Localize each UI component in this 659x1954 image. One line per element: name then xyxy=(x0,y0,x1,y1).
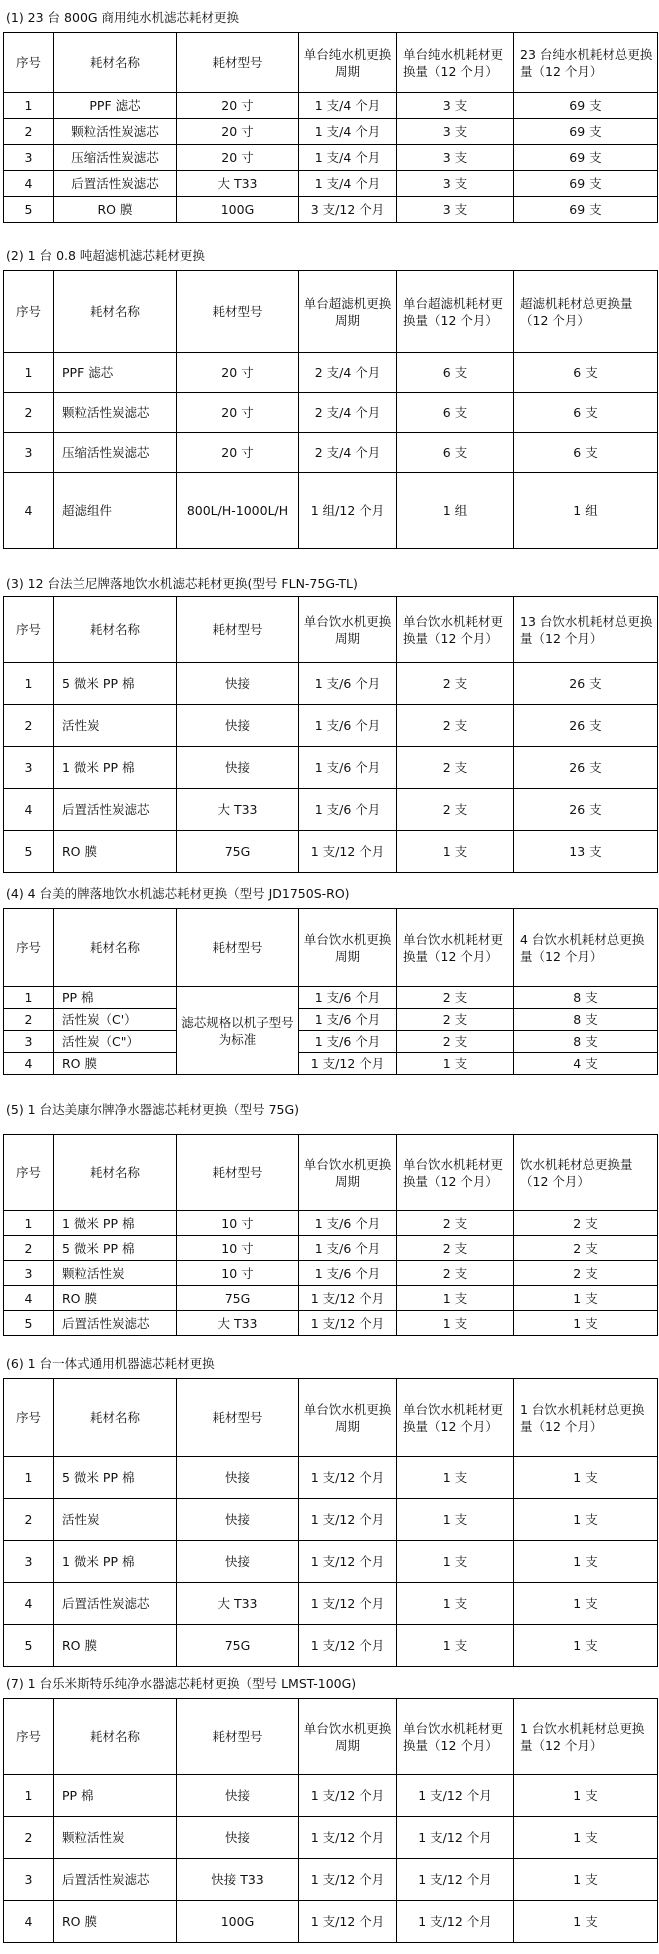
table-row xyxy=(4,747,658,789)
header-cell: 13 台饮水机耗材总更换量（12 个月） xyxy=(514,597,658,663)
table-row xyxy=(4,705,658,747)
table-cell: 1 支/12 个月 xyxy=(299,1583,397,1625)
model-spec-note: 滤芯规格以机子型号为标准 xyxy=(177,987,299,1075)
header-cell: 序号 xyxy=(4,271,54,353)
table-row xyxy=(4,145,658,171)
header-cell: 单台饮水机更换周期 xyxy=(299,1135,397,1211)
header-cell: 超滤机耗材总更换量（12 个月） xyxy=(514,271,658,353)
table-cell: 3 xyxy=(4,1541,54,1583)
table-cell: 4 xyxy=(4,1583,54,1625)
table-row xyxy=(4,1859,658,1901)
header-cell: 耗材型号 xyxy=(177,271,299,353)
table-cell: 2 支/4 个月 xyxy=(299,353,397,393)
table-cell: 2 支 xyxy=(397,1261,514,1286)
table-cell: 100G xyxy=(177,1901,299,1943)
table-row xyxy=(4,831,658,873)
table-cell: 快接 xyxy=(177,747,299,789)
table-cell: 1 xyxy=(4,663,54,705)
table-cell: 颗粒活性炭滤芯 xyxy=(54,393,177,433)
table-cell: 1 组/12 个月 xyxy=(299,473,397,549)
header-cell: 序号 xyxy=(4,1699,54,1775)
table-row xyxy=(4,1583,658,1625)
table-cell: 69 支 xyxy=(514,145,658,171)
table-cell: RO 膜 xyxy=(54,831,177,873)
table-cell: 1 支 xyxy=(397,1286,514,1311)
table-cell: 1 支/12 个月 xyxy=(397,1775,514,1817)
table-cell: 13 支 xyxy=(514,831,658,873)
table-row xyxy=(4,1625,658,1667)
section-1-title: (1) 23 台 800G 商用纯水机滤芯耗材更换 xyxy=(6,10,240,25)
table-cell: 75G xyxy=(177,831,299,873)
table-cell: 颗粒活性炭 xyxy=(54,1817,177,1859)
table-cell: 2 支/4 个月 xyxy=(299,393,397,433)
table-cell: 2 支 xyxy=(397,1211,514,1236)
table-cell: 1 支/12 个月 xyxy=(299,1457,397,1499)
table-cell: 1 xyxy=(4,93,54,119)
table-header-row xyxy=(4,271,658,353)
table-cell: 20 寸 xyxy=(177,433,299,473)
table-cell: 5 xyxy=(4,831,54,873)
table-cell: 1 支/4 个月 xyxy=(299,145,397,171)
table-cell: 快接 xyxy=(177,705,299,747)
header-cell: 耗材名称 xyxy=(54,597,177,663)
section-3-table xyxy=(3,596,658,873)
table-row xyxy=(4,987,658,1009)
table-cell: 2 支 xyxy=(514,1236,658,1261)
table-cell: 后置活性炭滤芯 xyxy=(54,171,177,197)
table-row xyxy=(4,1009,658,1031)
table-row xyxy=(4,1211,658,1236)
header-cell: 序号 xyxy=(4,33,54,93)
table-cell: 6 支 xyxy=(397,393,514,433)
table-cell: 快接 xyxy=(177,1499,299,1541)
table-cell: 3 xyxy=(4,747,54,789)
table-cell: 1 支/4 个月 xyxy=(299,93,397,119)
table-cell: 6 支 xyxy=(397,433,514,473)
table-cell: 2 支 xyxy=(397,789,514,831)
table-cell: 6 支 xyxy=(514,353,658,393)
table-cell: 后置活性炭滤芯 xyxy=(54,789,177,831)
table-cell: 26 支 xyxy=(514,747,658,789)
table-cell: 20 寸 xyxy=(177,119,299,145)
table-cell: 1 组 xyxy=(514,473,658,549)
table-cell: 快接 xyxy=(177,1457,299,1499)
table-row xyxy=(4,1901,658,1943)
table-cell: 活性炭 xyxy=(54,705,177,747)
table-cell: 快接 xyxy=(177,1817,299,1859)
table-cell: 2 支/4 个月 xyxy=(299,433,397,473)
table-cell: 2 支 xyxy=(397,747,514,789)
table-cell: 4 支 xyxy=(514,1053,658,1075)
table-header-row xyxy=(4,1379,658,1457)
section-6-title: (6) 1 台一体式通用机器滤芯耗材更换 xyxy=(6,1356,215,1371)
table-cell: 后置活性炭滤芯 xyxy=(54,1311,177,1336)
table-cell: PP 棉 xyxy=(54,987,177,1009)
table-cell: 1 支/6 个月 xyxy=(299,1236,397,1261)
table-cell: RO 膜 xyxy=(54,1053,177,1075)
table-row xyxy=(4,1286,658,1311)
table-cell: 1 支/12 个月 xyxy=(299,1901,397,1943)
table-cell: 3 xyxy=(4,433,54,473)
table-cell: 4 xyxy=(4,1053,54,1075)
header-cell: 序号 xyxy=(4,597,54,663)
header-cell: 耗材名称 xyxy=(54,1699,177,1775)
table-cell: 1 支 xyxy=(514,1775,658,1817)
header-cell: 耗材型号 xyxy=(177,909,299,987)
table-cell: 1 支 xyxy=(397,1583,514,1625)
table-cell: 1 支/12 个月 xyxy=(299,1541,397,1583)
table-cell: 20 寸 xyxy=(177,93,299,119)
table-cell: 69 支 xyxy=(514,171,658,197)
header-cell: 单台饮水机更换周期 xyxy=(299,1379,397,1457)
table-cell: 8 支 xyxy=(514,987,658,1009)
table-row xyxy=(4,1311,658,1336)
table-cell: 1 支/12 个月 xyxy=(397,1817,514,1859)
table-cell: 20 寸 xyxy=(177,393,299,433)
section-7-title: (7) 1 台乐米斯特乐纯净水器滤芯耗材更换（型号 LMST-100G) xyxy=(6,1676,357,1691)
header-cell: 耗材型号 xyxy=(177,1379,299,1457)
section-4-table xyxy=(3,908,658,1075)
table-cell: 1 支/6 个月 xyxy=(299,705,397,747)
table-cell: 活性炭 xyxy=(54,1499,177,1541)
table-cell: 69 支 xyxy=(514,197,658,223)
table-cell: 压缩活性炭滤芯 xyxy=(54,433,177,473)
table-cell: 3 支 xyxy=(397,171,514,197)
table-row xyxy=(4,1457,658,1499)
table-cell: 5 微米 PP 棉 xyxy=(54,1457,177,1499)
table-cell: 快接 xyxy=(177,663,299,705)
table-cell: 69 支 xyxy=(514,93,658,119)
table-cell: 1 支/12 个月 xyxy=(299,1311,397,1336)
table-cell: 1 支/6 个月 xyxy=(299,1211,397,1236)
table-cell: 2 xyxy=(4,119,54,145)
table-cell: 后置活性炭滤芯 xyxy=(54,1583,177,1625)
table-cell: 1 支 xyxy=(397,831,514,873)
table-cell: 26 支 xyxy=(514,663,658,705)
section-5-table xyxy=(3,1134,658,1336)
table-cell: 20 寸 xyxy=(177,353,299,393)
section-4-title: (4) 4 台美的牌落地饮水机滤芯耗材更换（型号 JD1750S-RO) xyxy=(6,886,350,901)
table-cell: 10 寸 xyxy=(177,1211,299,1236)
table-row xyxy=(4,1053,658,1075)
table-cell: 1 支 xyxy=(514,1901,658,1943)
table-cell: RO 膜 xyxy=(54,1625,177,1667)
table-row xyxy=(4,353,658,393)
table-cell: 1 微米 PP 棉 xyxy=(54,1211,177,1236)
table-cell: 3 支 xyxy=(397,145,514,171)
table-cell: 活性炭（C'） xyxy=(54,1009,177,1031)
table-row xyxy=(4,1541,658,1583)
table-header-row xyxy=(4,1699,658,1775)
header-cell: 耗材名称 xyxy=(54,909,177,987)
table-cell: 8 支 xyxy=(514,1009,658,1031)
table-cell: RO 膜 xyxy=(54,1901,177,1943)
table-cell: 快接 xyxy=(177,1541,299,1583)
table-cell: 3 xyxy=(4,1031,54,1053)
table-cell: 5 xyxy=(4,197,54,223)
table-cell: 1 支/12 个月 xyxy=(299,1499,397,1541)
table-cell: 3 支 xyxy=(397,119,514,145)
table-cell: 4 xyxy=(4,473,54,549)
table-cell: 1 支/6 个月 xyxy=(299,789,397,831)
table-cell: 3 xyxy=(4,1261,54,1286)
table-cell: 压缩活性炭滤芯 xyxy=(54,145,177,171)
table-cell: 1 支/12 个月 xyxy=(299,1286,397,1311)
table-cell: 3 支/12 个月 xyxy=(299,197,397,223)
table-cell: 1 xyxy=(4,987,54,1009)
table-cell: 6 支 xyxy=(514,393,658,433)
table-row xyxy=(4,1031,658,1053)
header-cell: 单台饮水机更换周期 xyxy=(299,1699,397,1775)
table-cell: 1 支/12 个月 xyxy=(299,1775,397,1817)
table-cell: 1 支 xyxy=(514,1541,658,1583)
table-row xyxy=(4,1817,658,1859)
table-cell: 26 支 xyxy=(514,705,658,747)
table-cell: 4 xyxy=(4,1286,54,1311)
header-cell: 1 台饮水机耗材总更换量（12 个月） xyxy=(514,1699,658,1775)
table-cell: 1 组 xyxy=(397,473,514,549)
table-cell: 1 支/4 个月 xyxy=(299,119,397,145)
table-cell: 1 支/4 个月 xyxy=(299,171,397,197)
table-row xyxy=(4,171,658,197)
table-cell: 1 支 xyxy=(397,1311,514,1336)
table-cell: 2 支 xyxy=(514,1211,658,1236)
table-cell: 3 支 xyxy=(397,93,514,119)
table-row xyxy=(4,433,658,473)
table-cell: 2 支 xyxy=(397,987,514,1009)
header-cell: 单台饮水机耗材更换量（12 个月） xyxy=(397,1379,514,1457)
section-1-table xyxy=(3,32,658,223)
table-cell: 快接 xyxy=(177,1775,299,1817)
table-cell: 2 支 xyxy=(397,1236,514,1261)
header-cell: 耗材名称 xyxy=(54,33,177,93)
table-cell: 大 T33 xyxy=(177,1583,299,1625)
table-cell: 1 支 xyxy=(514,1625,658,1667)
header-cell: 单台饮水机耗材更换量（12 个月） xyxy=(397,1135,514,1211)
table-cell: 1 支/6 个月 xyxy=(299,1009,397,1031)
table-cell: 4 xyxy=(4,789,54,831)
header-cell: 单台饮水机更换周期 xyxy=(299,909,397,987)
table-cell: 活性炭（C"） xyxy=(54,1031,177,1053)
table-cell: 1 支 xyxy=(514,1583,658,1625)
table-header-row xyxy=(4,1135,658,1211)
table-header-row xyxy=(4,909,658,987)
table-cell: 1 微米 PP 棉 xyxy=(54,747,177,789)
table-cell: 5 微米 PP 棉 xyxy=(54,663,177,705)
table-cell: 6 支 xyxy=(397,353,514,393)
table-cell: 1 xyxy=(4,1457,54,1499)
header-cell: 4 台饮水机耗材总更换量（12 个月） xyxy=(514,909,658,987)
header-cell: 序号 xyxy=(4,1135,54,1211)
table-cell: PPF 滤芯 xyxy=(54,353,177,393)
table-row xyxy=(4,197,658,223)
table-cell: 1 支 xyxy=(397,1053,514,1075)
table-cell: 大 T33 xyxy=(177,1311,299,1336)
table-cell: 1 支 xyxy=(397,1625,514,1667)
table-cell: 3 xyxy=(4,145,54,171)
table-cell: 1 支/12 个月 xyxy=(397,1901,514,1943)
table-cell: 1 支/12 个月 xyxy=(299,1053,397,1075)
table-cell: 1 xyxy=(4,1211,54,1236)
table-cell: 2 xyxy=(4,1499,54,1541)
section-2-title: (2) 1 台 0.8 吨超滤机滤芯耗材更换 xyxy=(6,248,205,263)
table-row xyxy=(4,789,658,831)
header-cell: 耗材型号 xyxy=(177,33,299,93)
header-cell: 单台纯水机耗材更换量（12 个月） xyxy=(397,33,514,93)
table-row xyxy=(4,1499,658,1541)
table-cell: 2 xyxy=(4,1009,54,1031)
table-cell: 1 支 xyxy=(397,1541,514,1583)
table-cell: 超滤组件 xyxy=(54,473,177,549)
table-cell: 1 支/12 个月 xyxy=(299,1859,397,1901)
table-header-row xyxy=(4,597,658,663)
header-cell: 耗材型号 xyxy=(177,597,299,663)
table-cell: 快接 T33 xyxy=(177,1859,299,1901)
header-cell: 23 台纯水机耗材总更换量（12 个月） xyxy=(514,33,658,93)
table-cell: 2 支 xyxy=(397,663,514,705)
header-cell: 单台饮水机耗材更换量（12 个月） xyxy=(397,1699,514,1775)
header-cell: 耗材名称 xyxy=(54,271,177,353)
table-cell: 6 支 xyxy=(514,433,658,473)
table-cell: 5 xyxy=(4,1311,54,1336)
table-cell: PPF 滤芯 xyxy=(54,93,177,119)
table-cell: 2 支 xyxy=(397,1031,514,1053)
table-cell: 10 寸 xyxy=(177,1236,299,1261)
table-row xyxy=(4,663,658,705)
table-cell: 后置活性炭滤芯 xyxy=(54,1859,177,1901)
table-row xyxy=(4,119,658,145)
header-cell: 耗材型号 xyxy=(177,1135,299,1211)
table-cell: 2 支 xyxy=(397,705,514,747)
table-cell: 2 xyxy=(4,393,54,433)
table-cell: 2 xyxy=(4,1817,54,1859)
table-row xyxy=(4,93,658,119)
table-cell: 2 xyxy=(4,1236,54,1261)
table-row xyxy=(4,1775,658,1817)
header-cell: 单台饮水机耗材更换量（12 个月） xyxy=(397,597,514,663)
table-cell: 1 支 xyxy=(514,1311,658,1336)
table-cell: 1 支/12 个月 xyxy=(397,1859,514,1901)
table-cell: 1 xyxy=(4,1775,54,1817)
table-row xyxy=(4,473,658,549)
table-cell: 1 支 xyxy=(397,1457,514,1499)
table-cell: 1 xyxy=(4,353,54,393)
table-cell: 1 支 xyxy=(514,1859,658,1901)
table-cell: 26 支 xyxy=(514,789,658,831)
table-cell: 1 微米 PP 棉 xyxy=(54,1541,177,1583)
table-cell: 1 支 xyxy=(514,1457,658,1499)
table-cell: 1 支/6 个月 xyxy=(299,747,397,789)
table-row xyxy=(4,393,658,433)
table-cell: 1 支/6 个月 xyxy=(299,663,397,705)
section-5-title: (5) 1 台达美康尔牌净水器滤芯耗材更换（型号 75G) xyxy=(6,1102,300,1117)
header-cell: 单台饮水机更换周期 xyxy=(299,597,397,663)
table-cell: 4 xyxy=(4,171,54,197)
table-cell: 颗粒活性炭 xyxy=(54,1261,177,1286)
table-cell: 69 支 xyxy=(514,119,658,145)
table-cell: 2 支 xyxy=(397,1009,514,1031)
table-cell: 5 微米 PP 棉 xyxy=(54,1236,177,1261)
header-cell: 饮水机耗材总更换量（12 个月） xyxy=(514,1135,658,1211)
section-6-table xyxy=(3,1378,658,1667)
table-cell: RO 膜 xyxy=(54,197,177,223)
table-cell: 4 xyxy=(4,1901,54,1943)
table-cell: 75G xyxy=(177,1625,299,1667)
table-cell: 1 支/6 个月 xyxy=(299,1261,397,1286)
table-cell: 8 支 xyxy=(514,1031,658,1053)
table-cell: 2 xyxy=(4,705,54,747)
table-cell: PP 棉 xyxy=(54,1775,177,1817)
header-cell: 耗材型号 xyxy=(177,1699,299,1775)
table-row xyxy=(4,1261,658,1286)
table-header-row xyxy=(4,33,658,93)
section-3-title: (3) 12 台法兰尼牌落地饮水机滤芯耗材更换(型号 FLN-75G-TL) xyxy=(6,576,358,591)
table-cell: 1 支 xyxy=(397,1499,514,1541)
table-cell: RO 膜 xyxy=(54,1286,177,1311)
header-cell: 单台超滤机更换周期 xyxy=(299,271,397,353)
table-cell: 3 xyxy=(4,1859,54,1901)
header-cell: 1 台饮水机耗材总更换量（12 个月） xyxy=(514,1379,658,1457)
table-cell: 1 支/12 个月 xyxy=(299,831,397,873)
header-cell: 序号 xyxy=(4,1379,54,1457)
table-cell: 3 支 xyxy=(397,197,514,223)
table-cell: 1 支/12 个月 xyxy=(299,1817,397,1859)
table-cell: 100G xyxy=(177,197,299,223)
table-row xyxy=(4,1236,658,1261)
header-cell: 单台超滤机耗材更换量（12 个月） xyxy=(397,271,514,353)
header-cell: 耗材名称 xyxy=(54,1379,177,1457)
table-cell: 10 寸 xyxy=(177,1261,299,1286)
section-7-table xyxy=(3,1698,658,1943)
table-cell: 1 支 xyxy=(514,1286,658,1311)
header-cell: 单台纯水机更换周期 xyxy=(299,33,397,93)
table-cell: 颗粒活性炭滤芯 xyxy=(54,119,177,145)
header-cell: 序号 xyxy=(4,909,54,987)
table-cell: 2 支 xyxy=(514,1261,658,1286)
table-cell: 1 支 xyxy=(514,1817,658,1859)
section-2-table xyxy=(3,270,658,549)
table-cell: 1 支/6 个月 xyxy=(299,987,397,1009)
header-cell: 耗材名称 xyxy=(54,1135,177,1211)
table-cell: 800L/H-1000L/H xyxy=(177,473,299,549)
table-cell: 5 xyxy=(4,1625,54,1667)
table-cell: 20 寸 xyxy=(177,145,299,171)
header-cell: 单台饮水机耗材更换量（12 个月） xyxy=(397,909,514,987)
table-cell: 大 T33 xyxy=(177,171,299,197)
table-cell: 75G xyxy=(177,1286,299,1311)
table-cell: 1 支/12 个月 xyxy=(299,1625,397,1667)
table-cell: 1 支/6 个月 xyxy=(299,1031,397,1053)
table-cell: 大 T33 xyxy=(177,789,299,831)
table-cell: 1 支 xyxy=(514,1499,658,1541)
